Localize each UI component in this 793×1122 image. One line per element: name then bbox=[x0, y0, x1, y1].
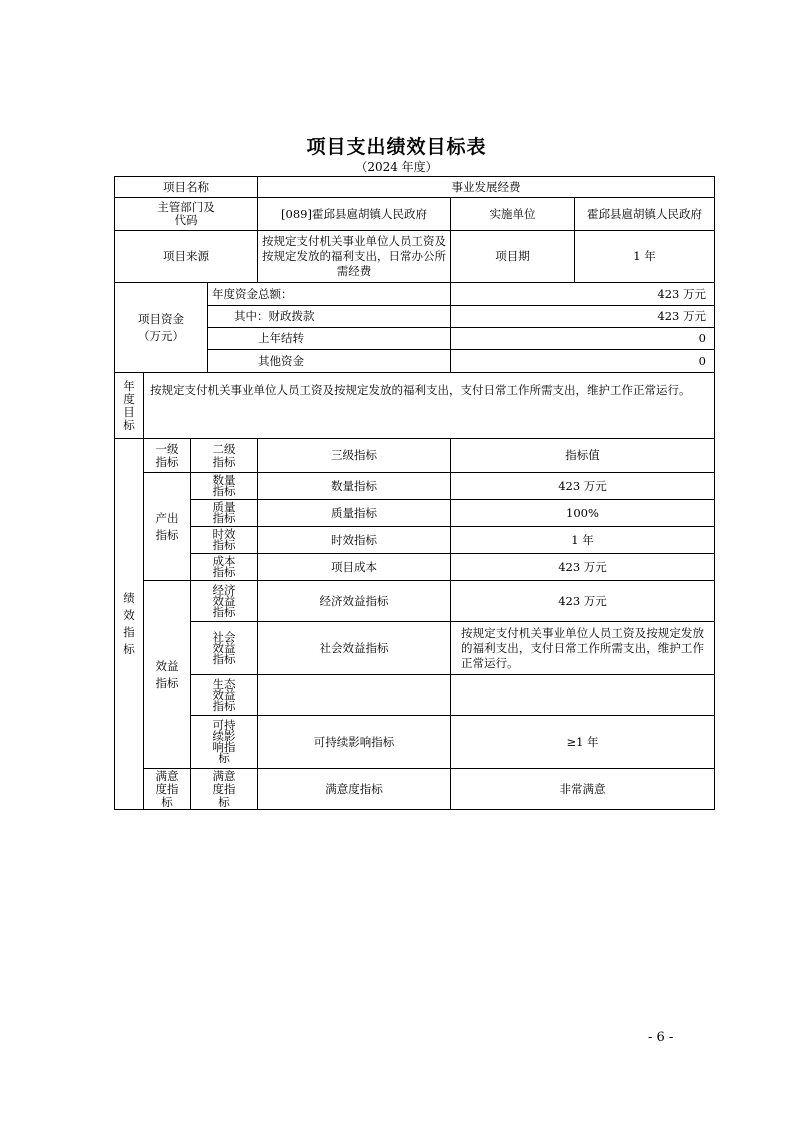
table-row bbox=[115, 177, 715, 198]
funds-total-value: 423 万元 bbox=[451, 283, 715, 306]
page-subtitle: （2024 年度） bbox=[355, 160, 438, 174]
page-title: 项目支出绩效目标表 bbox=[306, 136, 487, 158]
project-source-label: 项目来源 bbox=[115, 231, 258, 283]
header-value: 指标值 bbox=[451, 439, 715, 473]
table-row bbox=[115, 622, 715, 675]
funds-fiscal-label: 其中：财政拨款 bbox=[208, 306, 451, 328]
output-value: 1 年 bbox=[451, 527, 715, 554]
project-period-label: 项目期 bbox=[451, 231, 575, 283]
output-l3: 项目成本 bbox=[258, 554, 451, 581]
benefit-indicators-label: 效益指标 bbox=[144, 581, 191, 769]
benefit-value bbox=[451, 675, 715, 716]
output-l2: 数量指标 bbox=[191, 473, 258, 500]
annual-goal-text: 按规定支付机关事业单位人员工资及按规定发放的福利支出，支付日常工作所需支出，维护工作正常运行。 bbox=[144, 373, 715, 439]
output-l3: 数量指标 bbox=[258, 473, 451, 500]
benefit-l3: 可持续影响指标 bbox=[258, 716, 451, 769]
table-row bbox=[115, 554, 715, 581]
output-indicators-label: 产出指标 bbox=[144, 473, 191, 581]
table-row bbox=[115, 769, 715, 810]
output-value: 100% bbox=[451, 500, 715, 527]
header-level1: 一级指标 bbox=[144, 439, 191, 473]
benefit-value: 423 万元 bbox=[451, 581, 715, 622]
table-row bbox=[115, 581, 715, 622]
benefit-l2: 生态效益指标 bbox=[191, 675, 258, 716]
funds-other-label: 其他资金 bbox=[208, 350, 451, 373]
table-row bbox=[115, 231, 715, 283]
department-value: [089]霍邱县扈胡镇人民政府 bbox=[258, 198, 451, 231]
benefit-l3: 经济效益指标 bbox=[258, 581, 451, 622]
project-name-value: 事业发展经费 bbox=[258, 177, 715, 198]
implementing-unit-value: 霍邱县扈胡镇人民政府 bbox=[575, 198, 715, 231]
benefit-l2: 社会效益指标 bbox=[191, 622, 258, 675]
funds-total-label: 年度资金总额： bbox=[208, 283, 451, 306]
project-source-value: 按规定支付机关事业单位人员工资及按规定发放的福利支出，日常办公所需经费 bbox=[258, 231, 451, 283]
table-row bbox=[115, 439, 715, 473]
table-row bbox=[115, 473, 715, 500]
implementing-unit-label: 实施单位 bbox=[451, 198, 575, 231]
satisfaction-l3: 满意度指标 bbox=[258, 769, 451, 810]
table-row bbox=[115, 716, 715, 769]
satisfaction-l2: 满意度指标 bbox=[191, 769, 258, 810]
performance-goal-table bbox=[114, 176, 715, 810]
project-funds-label: 项目资金（万元） bbox=[115, 283, 208, 373]
table-row bbox=[115, 283, 715, 306]
benefit-value: 按规定支付机关事业单位人员工资及按规定发放的福利支出，支付日常工作所需支出，维护工作正常运行。 bbox=[451, 622, 715, 675]
table-row bbox=[115, 500, 715, 527]
page-number: - 6 - bbox=[648, 1030, 674, 1045]
annual-goal-label: 年度目标 bbox=[115, 373, 144, 439]
funds-other-value: 0 bbox=[451, 350, 715, 373]
header-level2: 二级指标 bbox=[191, 439, 258, 473]
table-row bbox=[115, 675, 715, 716]
project-name-label: 项目名称 bbox=[115, 177, 258, 198]
performance-indicators-label: 绩效指标 bbox=[115, 439, 144, 810]
funds-carryover-label: 上年结转 bbox=[208, 328, 451, 350]
department-label: 主管部门及代码 bbox=[115, 198, 258, 231]
output-l2: 成本指标 bbox=[191, 554, 258, 581]
project-period-value: 1 年 bbox=[575, 231, 715, 283]
table-row bbox=[115, 527, 715, 554]
benefit-value: ≥1 年 bbox=[451, 716, 715, 769]
table-row bbox=[115, 198, 715, 231]
output-l2: 质量指标 bbox=[191, 500, 258, 527]
output-l2: 时效指标 bbox=[191, 527, 258, 554]
header-level3: 三级指标 bbox=[258, 439, 451, 473]
funds-carryover-value: 0 bbox=[451, 328, 715, 350]
benefit-l2: 可持续影响指标 bbox=[191, 716, 258, 769]
satisfaction-value: 非常满意 bbox=[451, 769, 715, 810]
output-value: 423 万元 bbox=[451, 473, 715, 500]
output-value: 423 万元 bbox=[451, 554, 715, 581]
output-l3: 质量指标 bbox=[258, 500, 451, 527]
output-l3: 时效指标 bbox=[258, 527, 451, 554]
benefit-l3: 社会效益指标 bbox=[258, 622, 451, 675]
table-row bbox=[115, 373, 715, 439]
funds-fiscal-value: 423 万元 bbox=[451, 306, 715, 328]
satisfaction-indicators-label: 满意度指标 bbox=[144, 769, 191, 810]
benefit-l3 bbox=[258, 675, 451, 716]
benefit-l2: 经济效益指标 bbox=[191, 581, 258, 622]
